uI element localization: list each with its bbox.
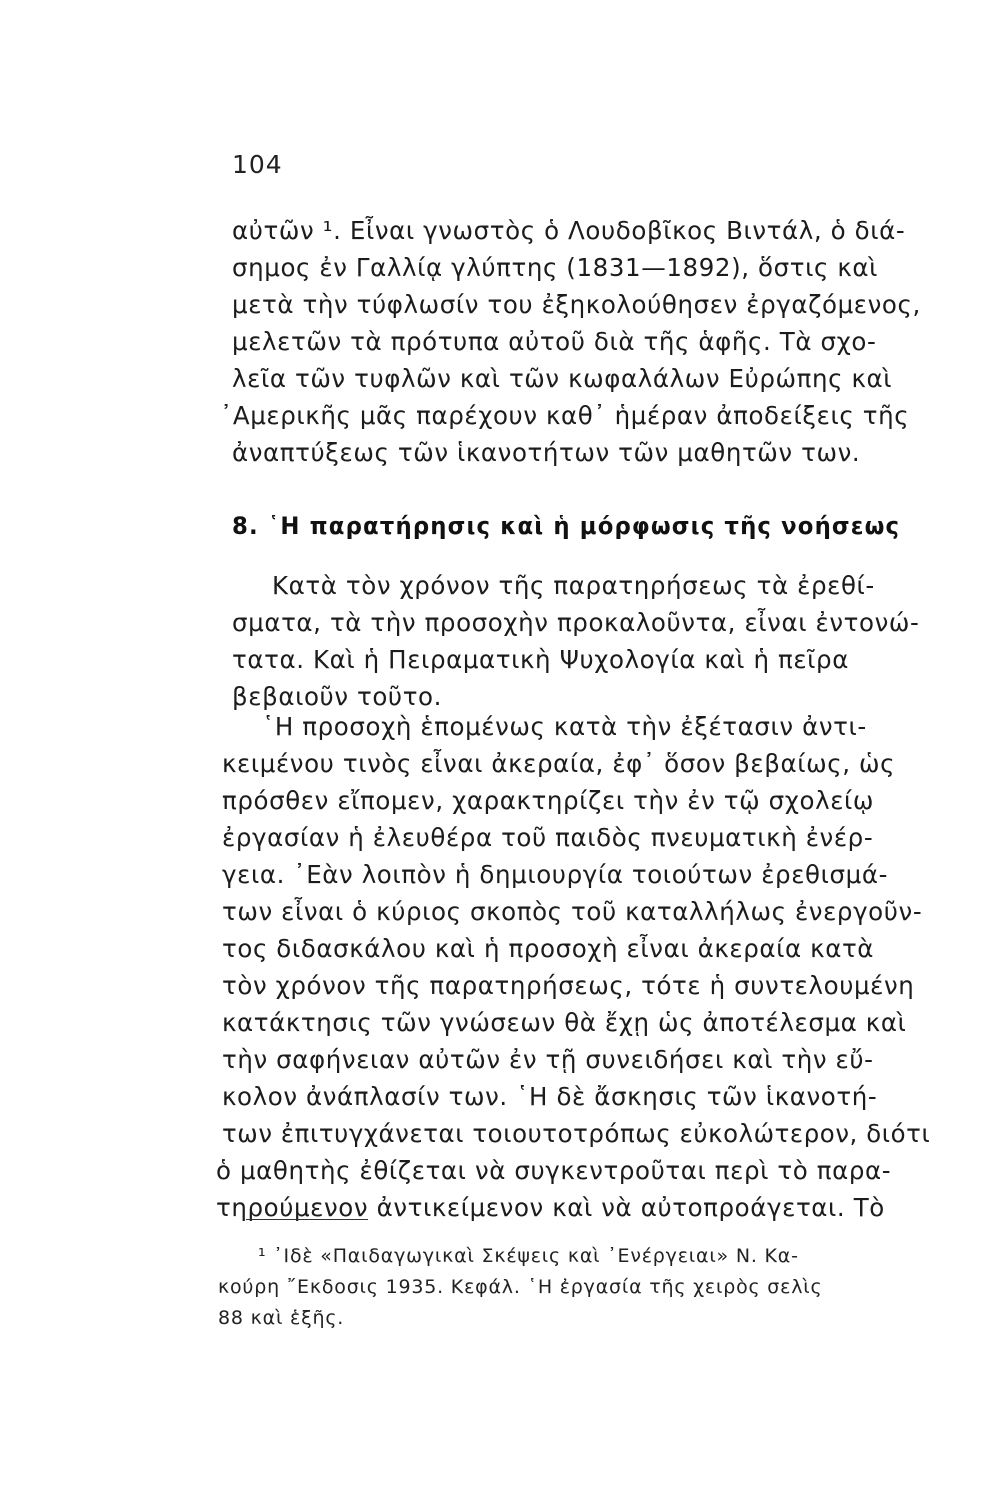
text-line: μετὰ τὴν τύφλωσίν του ἐξηκολούθησεν ἐργαζόμενος,	[232, 290, 921, 319]
text-line: λεῖα τῶν τυφλῶν καὶ τῶν κωφαλάλων Εὐρώπης καὶ	[232, 364, 893, 393]
text-line: κολον ἀνάπλασίν των. ῾Η δὲ ἄσκησις τῶν ἱκανοτή-	[222, 1082, 878, 1111]
text-line: βεβαιοῦν τοῦτο.	[232, 682, 443, 711]
text-line: ἐργασίαν ἡ ἐλευθέρα τοῦ παιδὸς πνευματικὴ ἐνέρ-	[222, 823, 874, 852]
page-number: 104	[232, 150, 283, 179]
text-line: ῾Η προσοχὴ ἑπομένως κατὰ τὴν ἐξέτασιν ἀντι-	[262, 712, 867, 741]
footnote-divider	[246, 1219, 368, 1220]
footnote-line: ¹ ᾿Ιδὲ «Παιδαγωγικαὶ Σκέψεις καὶ ᾿Ενέργειαι» Ν. Κα-	[258, 1245, 799, 1267]
text-line: τὸν χρόνον τῆς παρατηρήσεως, τότε ἡ συντελουμένη	[222, 971, 915, 1000]
text-line: των ἐπιτυγχάνεται τοιουτοτρόπως εὐκολώτερον, διότι	[222, 1119, 931, 1148]
text-line: σματα, τὰ τὴν προσοχὴν προκαλοῦντα, εἶναι ἐντονώ-	[232, 608, 920, 637]
footnote-line: κούρη ῎Εκδοσις 1935. Κεφάλ. ῾Η ἐργασία τῆς χειρὸς σελὶς	[218, 1276, 823, 1298]
text-line: κειμένου τινὸς εἶναι ἀκεραία, ἐφ᾿ ὅσον βεβαίως, ὡς	[222, 749, 896, 778]
text-line: σημος ἐν Γαλλίᾳ γλύπτης (1831—1892), ὅστις καὶ	[232, 253, 879, 282]
footnote-line: 88 καὶ ἑξῆς.	[218, 1307, 345, 1329]
text-line: ᾿Αμερικῆς μᾶς παρέχουν καθ᾿ ἡμέραν ἀποδείξεις τῆς	[220, 401, 910, 430]
text-line: πρόσθεν εἴπομεν, χαρακτηρίζει τὴν ἐν τῷ σχολείῳ	[222, 786, 875, 815]
text-line: ἀναπτύξεως τῶν ἱκανοτήτων τῶν μαθητῶν των.	[232, 438, 861, 467]
text-line: τηρούμενον ἀντικείμενον καὶ νὰ αὐτοπροάγεται. Τὸ	[216, 1193, 885, 1222]
text-line: Κατὰ τὸν χρόνον τῆς παρατηρήσεως τὰ ἐρεθί-	[272, 571, 875, 600]
text-line: γεια. ᾿Εὰν λοιπὸν ἡ δημιουργία τοιούτων ἐρεθισμά-	[222, 860, 889, 889]
text-line: μελετῶν τὰ πρότυπα αὐτοῦ διὰ τῆς ἁφῆς. Τὰ σχο-	[232, 327, 877, 356]
text-line: τὴν σαφήνειαν αὐτῶν ἐν τῇ συνειδήσει καὶ τὴν εὔ-	[222, 1045, 874, 1074]
text-line: τατα. Καὶ ἡ Πειραματικὴ Ψυχολογία καὶ ἡ πεῖρα	[232, 645, 849, 674]
section-heading: 8. ῾Η παρατήρησις καὶ ἡ μόρφωσις τῆς νοήσεως	[232, 512, 901, 540]
text-line: αὐτῶν ¹. Εἶναι γνωστὸς ὁ Λουδοβῖκος Βιντάλ, ὁ διά-	[232, 216, 906, 245]
text-line: τος διδασκάλου καὶ ἡ προσοχὴ εἶναι ἀκεραία κατὰ	[222, 934, 875, 963]
text-line: κατάκτησις τῶν γνώσεων θὰ ἔχῃ ὡς ἀποτέλεσμα καὶ	[222, 1008, 907, 1037]
text-line: ὁ μαθητὴς ἐθίζεται νὰ συγκεντροῦται περὶ τὸ παρα-	[216, 1156, 892, 1185]
text-line: των εἶναι ὁ κύριος σκοπὸς τοῦ καταλλήλως ἐνεργοῦν-	[222, 897, 923, 926]
